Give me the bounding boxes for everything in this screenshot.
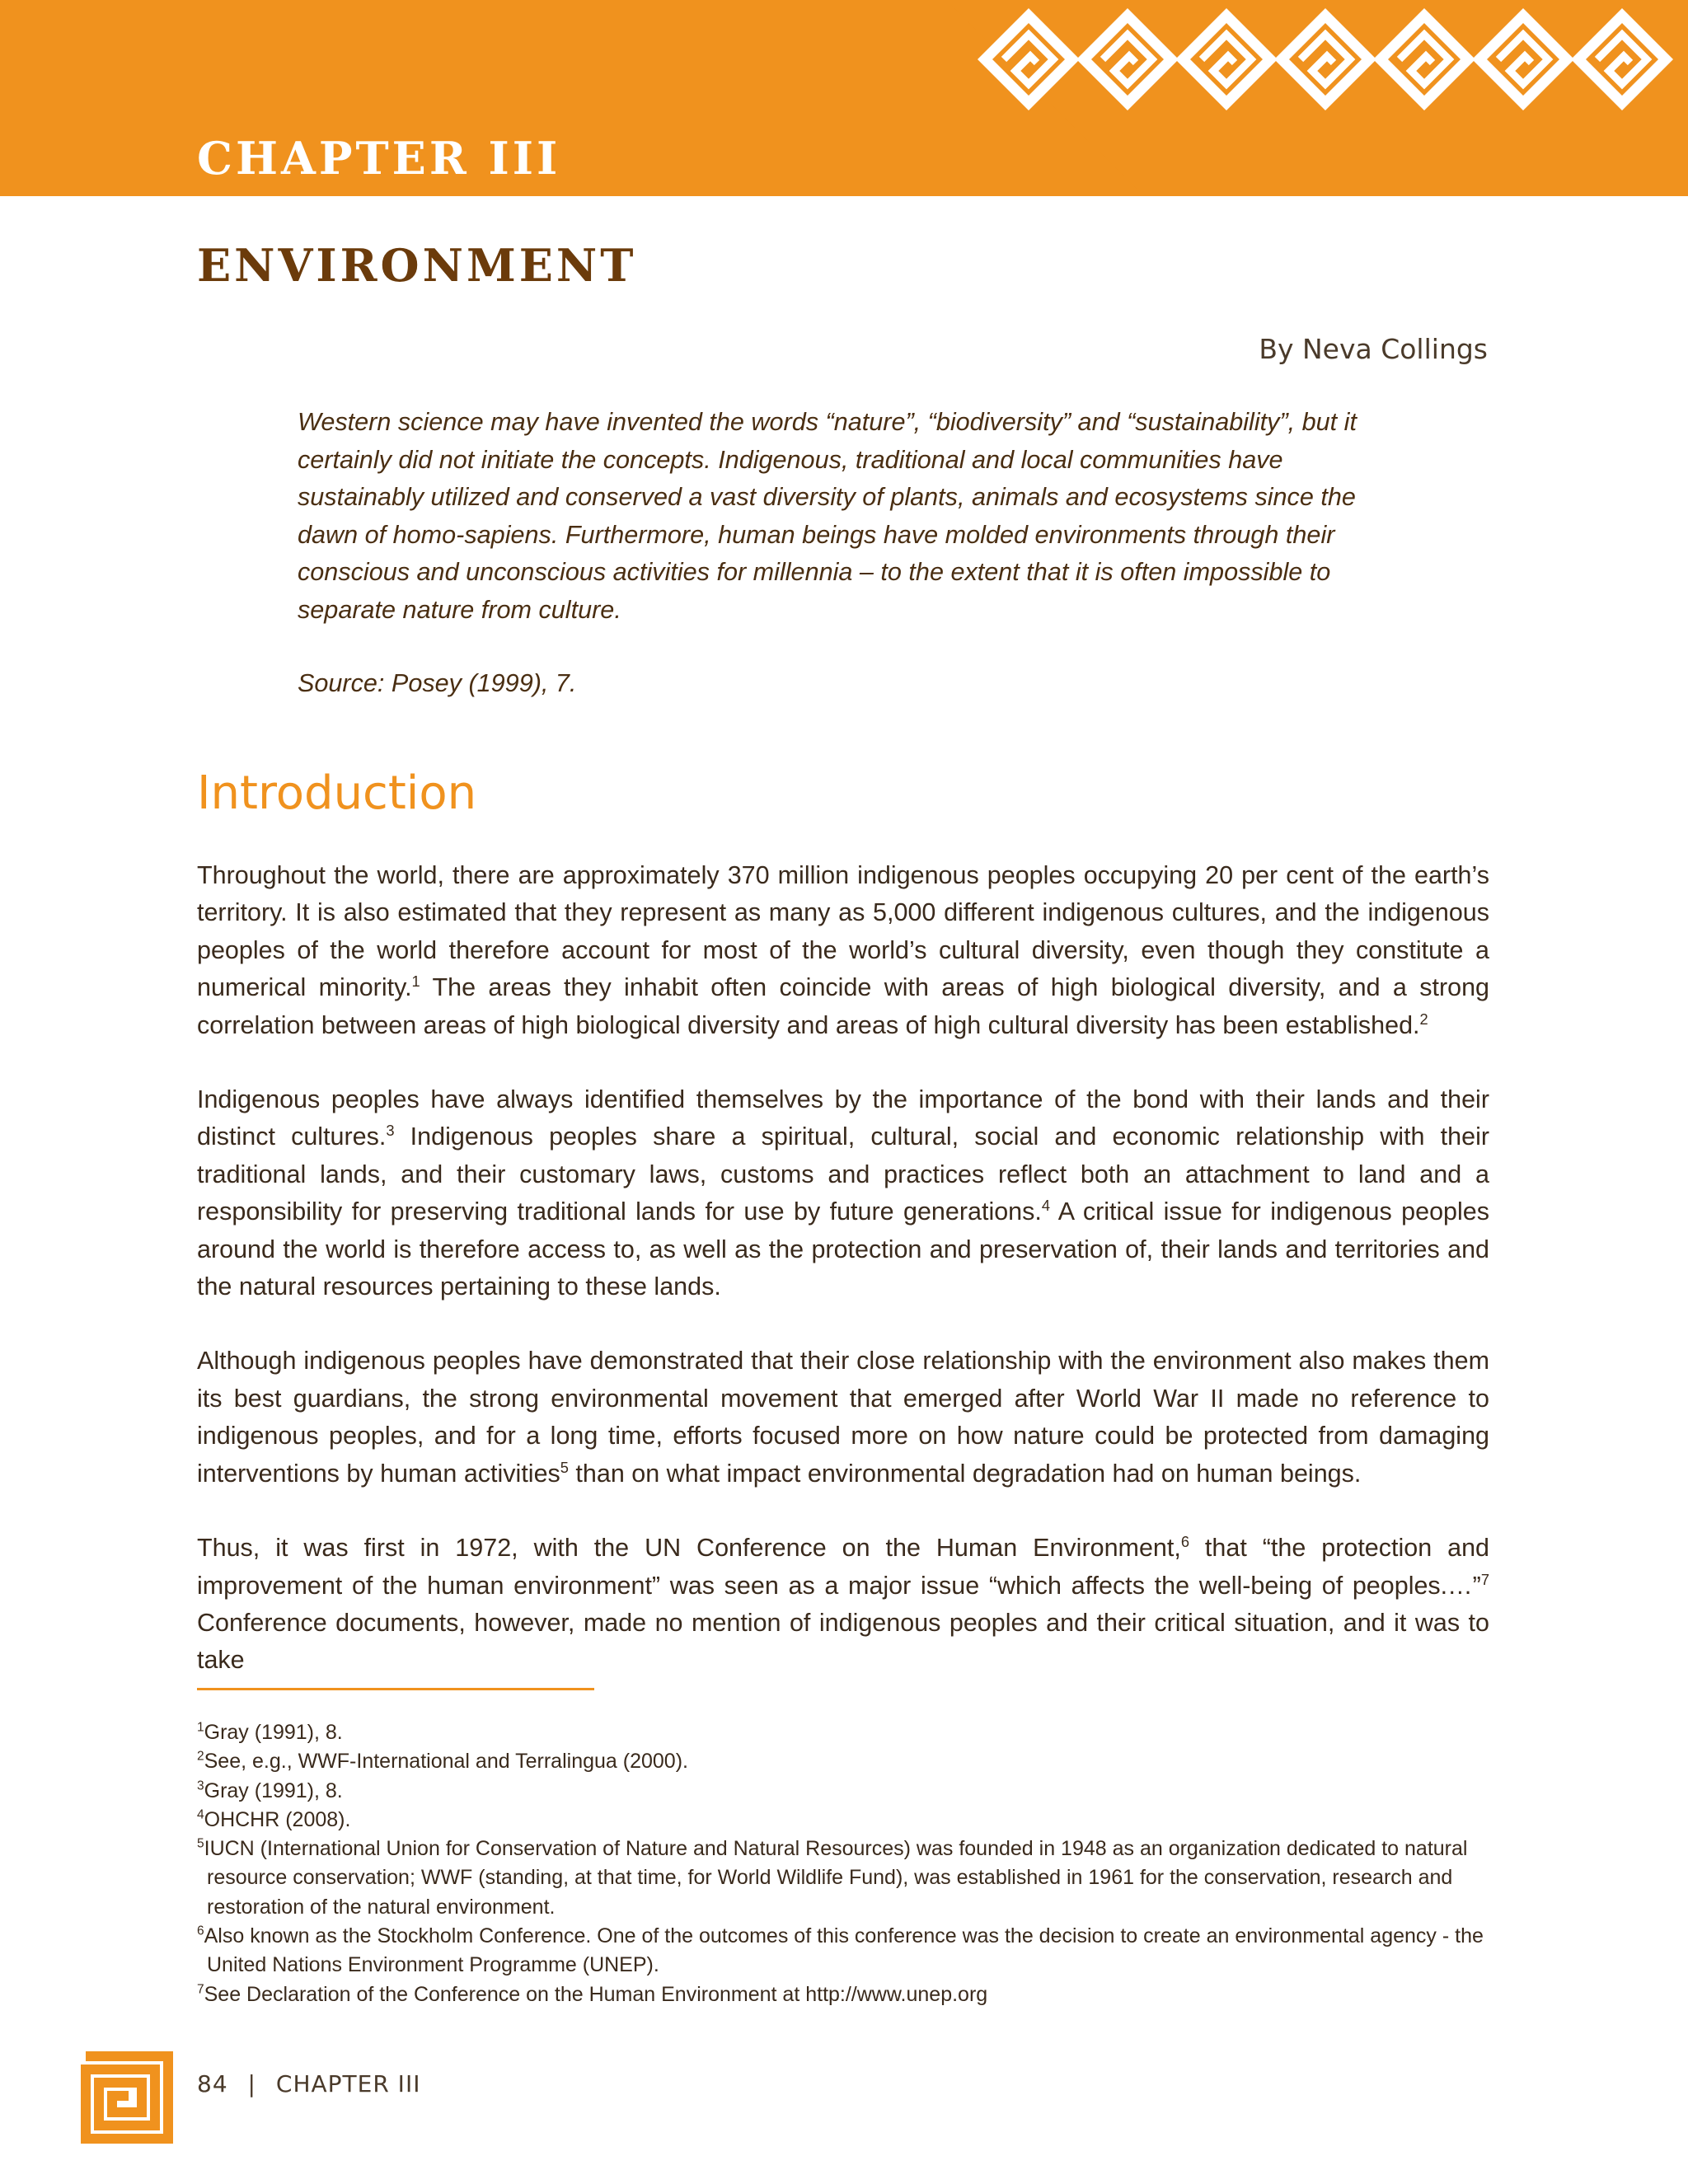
paragraph-1: Throughout the world, there are approximately 370 million indigenous peoples occupying 20 per cent of the earth’s territory. It is also estimated that they represent as many as 5,000 different indigenous cultures, and the indigenous peoples of the world therefore account for most of the world’s cultural diversity, even though they constitute a numerical minority.$^1$ The areas they inhabit often coincide with areas of high biological diversity, and a strong correlation between areas of high biological diversity and areas of high cultural diversity has been established.$^2$ <box>197 861 1489 1039</box>
footnote-ref: 1 <box>411 972 420 991</box>
footnote-item: $^3$Gray (1991), 8. <box>197 1779 343 1802</box>
footer-separator: | <box>247 2070 256 2097</box>
body-text <box>197 857 1489 1717</box>
footnote-item: $^5$IUCN (International Union for Conservation of Nature and Natural Resources) was founded in 1948 as an organization dedicated to natural resource conservation; WWF (standing, at that time, for World Wildlife Fund), was established in 1961 for the conservation, research and restoration of the natural environment. <box>197 1836 1468 1919</box>
greek-key-pattern-icon <box>864 0 1688 196</box>
footnote-divider <box>197 1688 594 1690</box>
page-footer <box>197 2070 420 2097</box>
epigraph-quote: Western science may have invented the words “nature”, “biodiversity” and “sustainability”, but it certainly did not initiate the concepts. Indigenous, traditional and local communities have sustainably utilized and conserved a vast diversity of plants, animals and ecosystems since the dawn of homo-sapiens. Furthermore, human beings have molded environments through their conscious and unconscious activities for millennia – to the extent that it is often impossible to separate nature from culture. <box>298 408 1357 624</box>
footnote-item: $^1$Gray (1991), 8. <box>197 1720 343 1744</box>
footnotes <box>197 1718 1489 2009</box>
footnote-item: $^4$OHCHR (2008). <box>197 1807 351 1831</box>
footer-chapter: CHAPTER III <box>275 2070 421 2097</box>
footnote-ref: 5 <box>560 1458 569 1476</box>
footnote-item: $^2$See, e.g., WWF-International and Terralingua (2000). <box>197 1749 688 1774</box>
page-title: ENVIRONMENT <box>197 239 637 292</box>
paragraph-2: Indigenous peoples have always identified themselves by the importance of the bond with their lands and their distinct cultures.$^3$ Indigenous peoples share a spiritual, cultural, social and economic relationship with their traditional lands, and their customary laws, customs and practices reflect both an attachment to land and a responsibility for preserving traditional lands for use by future generations.$^4$ A critical issue for indigenous peoples around the world is therefore access to, as well as the protection and preservation of, their lands and territories and the natural resources pertaining to these lands. <box>197 1085 1490 1301</box>
footnote-ref: 4 <box>1041 1197 1051 1215</box>
page-number: 84 <box>197 2070 228 2097</box>
spiral-logo-icon <box>79 2050 175 2145</box>
footnote-item: $^6$Also known as the Stockholm Conference. One of the outcomes of this conference was the decision to create an environmental agency - the United Nations Environment Programme (UNEP). <box>197 1924 1484 1977</box>
author-byline: By Neva Collings <box>1259 333 1488 365</box>
footnote-item: $^7$See Declaration of the Conference on the Human Environment at http://www.unep.org <box>197 1982 988 2006</box>
footnote-ref: 7 <box>1480 1570 1489 1588</box>
section-heading: Introduction <box>197 766 477 820</box>
paragraph-4: Thus, it was first in 1972, with the UN Conference on the Human Environment,$^6$ that “the protection and improvement of the human environment” was seen as a major issue “which affects the well-being of peoples.…”$^7$ Conference documents, however, made no mention of indigenous peoples and their critical situation, and it was to take <box>197 1532 1489 1675</box>
paragraph-3: Although indigenous peoples have demonstrated that their close relationship with the environment also makes them its best guardians, the strong environmental movement that emerged after World War II made no reference to indigenous peoples, and for a long time, efforts focused more on how nature could be protected from damaging interventions by human activities$^5$ than on what impact environmental degradation had on human beings. <box>197 1347 1489 1488</box>
footnote-ref: 6 <box>1180 1532 1189 1550</box>
footnote-ref: 2 <box>1419 1010 1428 1028</box>
epigraph-source: Source: Posey (1999), 7. <box>298 669 577 697</box>
chapter-label: CHAPTER III <box>197 132 561 185</box>
footnote-ref: 3 <box>386 1122 395 1140</box>
chapter-banner <box>0 0 1688 196</box>
